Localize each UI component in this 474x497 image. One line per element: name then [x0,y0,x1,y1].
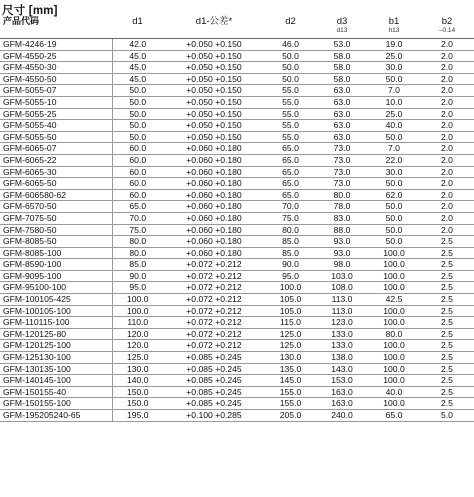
b2-cell: 2.0 [420,178,474,190]
table-row [0,154,474,166]
b1-cell: 30.0 [368,166,420,178]
d1-cell: 195.0 [112,410,163,422]
d1-tolerance-cell: +0.050 +0.150 [163,85,265,97]
d3-cell: 73.0 [316,178,368,190]
product-code-cell: GFM-4550-25 [0,50,112,62]
b1-cell: 40.0 [368,120,420,132]
d2-cell: 135.0 [265,363,316,375]
d1-cell: 140.0 [112,375,163,387]
d2-cell: 145.0 [265,375,316,387]
product-code-cell: GFM-5055-25 [0,108,112,120]
d1-tolerance-cell: +0.085 +0.245 [163,398,265,410]
dimensions-table [0,15,474,422]
d1-cell: 60.0 [112,154,163,166]
d1-tolerance-cell: +0.060 +0.180 [163,212,265,224]
d1-cell: 100.0 [112,294,163,306]
header-d1-tolerance: d1-公差* [195,16,233,27]
header-b2: b2 [441,16,453,27]
product-code-cell: GFM-8590-100 [0,259,112,271]
d3-cell: 63.0 [316,108,368,120]
d3-cell: 80.0 [316,189,368,201]
table-row [0,305,474,317]
d3-cell: 93.0 [316,247,368,259]
d3-cell: 138.0 [316,352,368,364]
table-row [0,328,474,340]
d1-cell: 45.0 [112,50,163,62]
d2-cell: 75.0 [265,212,316,224]
b2-cell: 2.5 [420,247,474,259]
table-row [0,294,474,306]
header-b1-tolerance-class: h13 [368,28,420,39]
header-d1: d1 [132,16,143,27]
d2-cell: 70.0 [265,201,316,213]
table-row [0,317,474,329]
table-row [0,363,474,375]
d1-cell: 60.0 [112,178,163,190]
b1-cell: 100.0 [368,247,420,259]
table-row [0,259,474,271]
table-row [0,178,474,190]
product-code-cell: GFM-125130-100 [0,352,112,364]
d1-tolerance-cell: +0.050 +0.150 [163,131,265,143]
d1-tolerance-cell: +0.072 +0.212 [163,282,265,294]
d2-cell: 65.0 [265,178,316,190]
b2-cell: 2.5 [420,317,474,329]
product-code-cell: GFM-120125-80 [0,328,112,340]
d1-tolerance-cell: +0.085 +0.245 [163,386,265,398]
b1-cell: 100.0 [368,270,420,282]
d3-cell: 58.0 [316,50,368,62]
table-row [0,85,474,97]
product-code-cell: GFM-95100-100 [0,282,112,294]
d3-cell: 133.0 [316,340,368,352]
product-code-cell: GFM-100105-100 [0,305,112,317]
header-sub-empty [0,28,112,39]
table-row [0,352,474,364]
d2-cell: 55.0 [265,108,316,120]
d3-cell: 63.0 [316,131,368,143]
b2-cell: 2.0 [420,201,474,213]
b1-cell: 50.0 [368,236,420,248]
b2-cell: 2.5 [420,259,474,271]
d1-tolerance-cell: +0.060 +0.180 [163,154,265,166]
d1-cell: 75.0 [112,224,163,236]
d2-cell: 65.0 [265,189,316,201]
d2-cell: 100.0 [265,282,316,294]
b1-cell: 100.0 [368,305,420,317]
d1-cell: 60.0 [112,143,163,155]
product-code-cell: GFM-120125-100 [0,340,112,352]
b2-cell: 2.5 [420,340,474,352]
b1-cell: 65.0 [368,410,420,422]
b2-cell: 2.0 [420,120,474,132]
d1-cell: 50.0 [112,96,163,108]
table-row [0,131,474,143]
d1-cell: 120.0 [112,328,163,340]
d3-cell: 88.0 [316,224,368,236]
table-row [0,224,474,236]
d3-cell: 163.0 [316,398,368,410]
d2-cell: 90.0 [265,259,316,271]
product-code-cell: GFM-4550-50 [0,73,112,85]
b2-cell: 2.5 [420,352,474,364]
d1-tolerance-cell: +0.085 +0.245 [163,363,265,375]
d3-cell: 133.0 [316,328,368,340]
d2-cell: 130.0 [265,352,316,364]
d2-cell: 105.0 [265,294,316,306]
d2-cell: 105.0 [265,305,316,317]
b1-cell: 100.0 [368,282,420,294]
product-code-cell: GFM-6065-30 [0,166,112,178]
d1-tolerance-cell: +0.072 +0.212 [163,259,265,271]
d1-cell: 150.0 [112,386,163,398]
d1-tolerance-cell: +0.085 +0.245 [163,352,265,364]
d2-cell: 55.0 [265,96,316,108]
table-row [0,73,474,85]
product-code-cell: GFM-130135-100 [0,363,112,375]
d3-cell: 113.0 [316,294,368,306]
d2-cell: 125.0 [265,340,316,352]
table-row [0,212,474,224]
product-code-cell: GFM-4550-30 [0,62,112,74]
b2-cell: 2.0 [420,131,474,143]
d3-cell: 163.0 [316,386,368,398]
d2-cell: 55.0 [265,131,316,143]
d3-cell: 73.0 [316,154,368,166]
b1-cell: 50.0 [368,224,420,236]
b1-cell: 100.0 [368,398,420,410]
b1-cell: 19.0 [368,39,420,51]
d2-cell: 50.0 [265,73,316,85]
header-b1: b1 [388,16,400,27]
d2-cell: 125.0 [265,328,316,340]
d1-tolerance-cell: +0.072 +0.212 [163,340,265,352]
b2-cell: 2.5 [420,282,474,294]
d1-cell: 50.0 [112,120,163,132]
b1-cell: 62.0 [368,189,420,201]
b2-cell: 2.0 [420,39,474,51]
d1-tolerance-cell: +0.060 +0.180 [163,247,265,259]
product-code-cell: GFM-4246-19 [0,39,112,51]
d3-cell: 108.0 [316,282,368,294]
d2-cell: 155.0 [265,398,316,410]
d3-cell: 78.0 [316,201,368,213]
b1-cell: 80.0 [368,328,420,340]
header-sub-empty [163,28,265,39]
d1-tolerance-cell: +0.060 +0.180 [163,189,265,201]
table-row [0,398,474,410]
d2-cell: 85.0 [265,247,316,259]
b1-cell: 100.0 [368,340,420,352]
b2-cell: 2.5 [420,294,474,306]
header-d2: d2 [285,16,296,27]
b1-cell: 10.0 [368,96,420,108]
b2-cell: 2.5 [420,375,474,387]
d1-tolerance-cell: +0.072 +0.212 [163,305,265,317]
table-row [0,410,474,422]
header-sub-empty [265,28,316,39]
b2-cell: 2.5 [420,236,474,248]
d1-tolerance-cell: +0.060 +0.180 [163,166,265,178]
product-code-cell: GFM-6065-50 [0,178,112,190]
d1-cell: 50.0 [112,85,163,97]
d1-cell: 110.0 [112,317,163,329]
b2-cell: 2.5 [420,270,474,282]
d2-cell: 85.0 [265,236,316,248]
d3-cell: 123.0 [316,317,368,329]
d2-cell: 65.0 [265,143,316,155]
d3-cell: 240.0 [316,410,368,422]
product-code-cell: GFM-8085-100 [0,247,112,259]
table-row [0,375,474,387]
b1-cell: 40.0 [368,386,420,398]
d3-cell: 73.0 [316,166,368,178]
b2-cell: 2.0 [420,143,474,155]
d3-cell: 58.0 [316,62,368,74]
b2-cell: 2.0 [420,85,474,97]
table-row [0,50,474,62]
d1-tolerance-cell: +0.060 +0.180 [163,201,265,213]
b1-cell: 50.0 [368,201,420,213]
b1-cell: 50.0 [368,178,420,190]
product-code-cell: GFM-140145-100 [0,375,112,387]
d3-cell: 73.0 [316,143,368,155]
product-code-cell: GFM-110115-100 [0,317,112,329]
d1-tolerance-cell: +0.050 +0.150 [163,120,265,132]
b2-cell: 2.5 [420,363,474,375]
header-b2-tolerance: –0.14 [420,28,474,39]
table-row [0,340,474,352]
d3-cell: 113.0 [316,305,368,317]
d1-cell: 100.0 [112,305,163,317]
d3-cell: 58.0 [316,73,368,85]
header-d3-tolerance-class: d13 [316,28,368,39]
b2-cell: 2.0 [420,73,474,85]
b1-cell: 100.0 [368,317,420,329]
b1-cell: 25.0 [368,108,420,120]
product-code-cell: GFM-6570-50 [0,201,112,213]
d1-cell: 60.0 [112,166,163,178]
d1-tolerance-cell: +0.060 +0.180 [163,178,265,190]
d2-cell: 55.0 [265,120,316,132]
b1-cell: 100.0 [368,363,420,375]
b2-cell: 5.0 [420,410,474,422]
d1-cell: 50.0 [112,131,163,143]
d1-cell: 130.0 [112,363,163,375]
d1-tolerance-cell: +0.100 +0.285 [163,410,265,422]
d3-cell: 53.0 [316,39,368,51]
product-code-cell: GFM-5055-10 [0,96,112,108]
d2-cell: 205.0 [265,410,316,422]
table-row [0,189,474,201]
b1-cell: 100.0 [368,259,420,271]
b1-cell: 50.0 [368,212,420,224]
b2-cell: 2.0 [420,62,474,74]
d3-cell: 98.0 [316,259,368,271]
d1-cell: 80.0 [112,236,163,248]
b1-cell: 50.0 [368,131,420,143]
product-code-cell: GFM-9095-100 [0,270,112,282]
d2-cell: 80.0 [265,224,316,236]
d2-cell: 50.0 [265,50,316,62]
d1-tolerance-cell: +0.050 +0.150 [163,108,265,120]
d2-cell: 46.0 [265,39,316,51]
d1-cell: 45.0 [112,62,163,74]
d3-cell: 93.0 [316,236,368,248]
table-row [0,201,474,213]
d3-cell: 103.0 [316,270,368,282]
d2-cell: 65.0 [265,166,316,178]
b1-cell: 22.0 [368,154,420,166]
d1-cell: 120.0 [112,340,163,352]
d1-cell: 95.0 [112,282,163,294]
product-code-cell: GFM-606580-62 [0,189,112,201]
d3-cell: 143.0 [316,363,368,375]
product-code-cell: GFM-195205240-65 [0,410,112,422]
product-code-cell: GFM-5055-40 [0,120,112,132]
d1-tolerance-cell: +0.072 +0.212 [163,270,265,282]
d1-tolerance-cell: +0.050 +0.150 [163,73,265,85]
d1-cell: 50.0 [112,108,163,120]
header-sub-empty [112,28,163,39]
b1-cell: 100.0 [368,375,420,387]
b2-cell: 2.0 [420,166,474,178]
product-code-cell: GFM-7075-50 [0,212,112,224]
header-product-code: 产品代码 [3,16,40,26]
b1-cell: 100.0 [368,352,420,364]
d3-cell: 63.0 [316,96,368,108]
b2-cell: 2.5 [420,305,474,317]
d1-cell: 70.0 [112,212,163,224]
d2-cell: 155.0 [265,386,316,398]
d2-cell: 115.0 [265,317,316,329]
b1-cell: 25.0 [368,50,420,62]
b2-cell: 2.0 [420,96,474,108]
d3-cell: 63.0 [316,85,368,97]
table-body [0,39,474,422]
d1-tolerance-cell: +0.050 +0.150 [163,39,265,51]
table-row [0,120,474,132]
table-row [0,386,474,398]
d1-cell: 42.0 [112,39,163,51]
d1-tolerance-cell: +0.050 +0.150 [163,62,265,74]
d1-cell: 125.0 [112,352,163,364]
b2-cell: 2.0 [420,189,474,201]
table-row [0,236,474,248]
d3-cell: 63.0 [316,120,368,132]
b2-cell: 2.5 [420,328,474,340]
product-code-cell: GFM-100105-425 [0,294,112,306]
b2-cell: 2.0 [420,224,474,236]
b2-cell: 2.0 [420,50,474,62]
header-row [0,15,474,28]
d1-cell: 60.0 [112,189,163,201]
d1-cell: 85.0 [112,259,163,271]
d1-tolerance-cell: +0.085 +0.245 [163,375,265,387]
d3-cell: 153.0 [316,375,368,387]
d2-cell: 65.0 [265,154,316,166]
d1-cell: 90.0 [112,270,163,282]
table-row [0,108,474,120]
b2-cell: 2.5 [420,398,474,410]
b1-cell: 50.0 [368,73,420,85]
product-code-cell: GFM-5055-50 [0,131,112,143]
dimensions-title: 尺寸 [mm] [2,5,58,17]
d1-cell: 45.0 [112,73,163,85]
b1-cell: 30.0 [368,62,420,74]
b2-cell: 2.0 [420,212,474,224]
table-row [0,62,474,74]
header-subrow [0,28,474,39]
product-code-cell: GFM-6065-07 [0,143,112,155]
d2-cell: 50.0 [265,62,316,74]
d2-cell: 55.0 [265,85,316,97]
table-row [0,39,474,51]
table-row [0,143,474,155]
table-row [0,166,474,178]
product-code-cell: GFM-6065-22 [0,154,112,166]
header-d3: d3 [336,16,348,27]
d3-cell: 83.0 [316,212,368,224]
b2-cell: 2.5 [420,386,474,398]
d1-tolerance-cell: +0.060 +0.180 [163,143,265,155]
b1-cell: 7.0 [368,143,420,155]
b1-cell: 42.5 [368,294,420,306]
product-code-cell: GFM-150155-100 [0,398,112,410]
table-row [0,270,474,282]
d1-tolerance-cell: +0.072 +0.212 [163,317,265,329]
product-code-cell: GFM-7580-50 [0,224,112,236]
d1-cell: 150.0 [112,398,163,410]
d2-cell: 95.0 [265,270,316,282]
d1-tolerance-cell: +0.050 +0.150 [163,50,265,62]
table-row [0,282,474,294]
b2-cell: 2.0 [420,154,474,166]
table-row [0,247,474,259]
product-code-cell: GFM-150155-40 [0,386,112,398]
d1-cell: 65.0 [112,201,163,213]
d1-tolerance-cell: +0.060 +0.180 [163,236,265,248]
b2-cell: 2.0 [420,108,474,120]
d1-cell: 80.0 [112,247,163,259]
d1-tolerance-cell: +0.060 +0.180 [163,224,265,236]
product-code-cell: GFM-8085-50 [0,236,112,248]
d1-tolerance-cell: +0.072 +0.212 [163,328,265,340]
table-row [0,96,474,108]
b1-cell: 7.0 [368,85,420,97]
product-code-cell: GFM-5055-07 [0,85,112,97]
d1-tolerance-cell: +0.072 +0.212 [163,294,265,306]
d1-tolerance-cell: +0.050 +0.150 [163,96,265,108]
